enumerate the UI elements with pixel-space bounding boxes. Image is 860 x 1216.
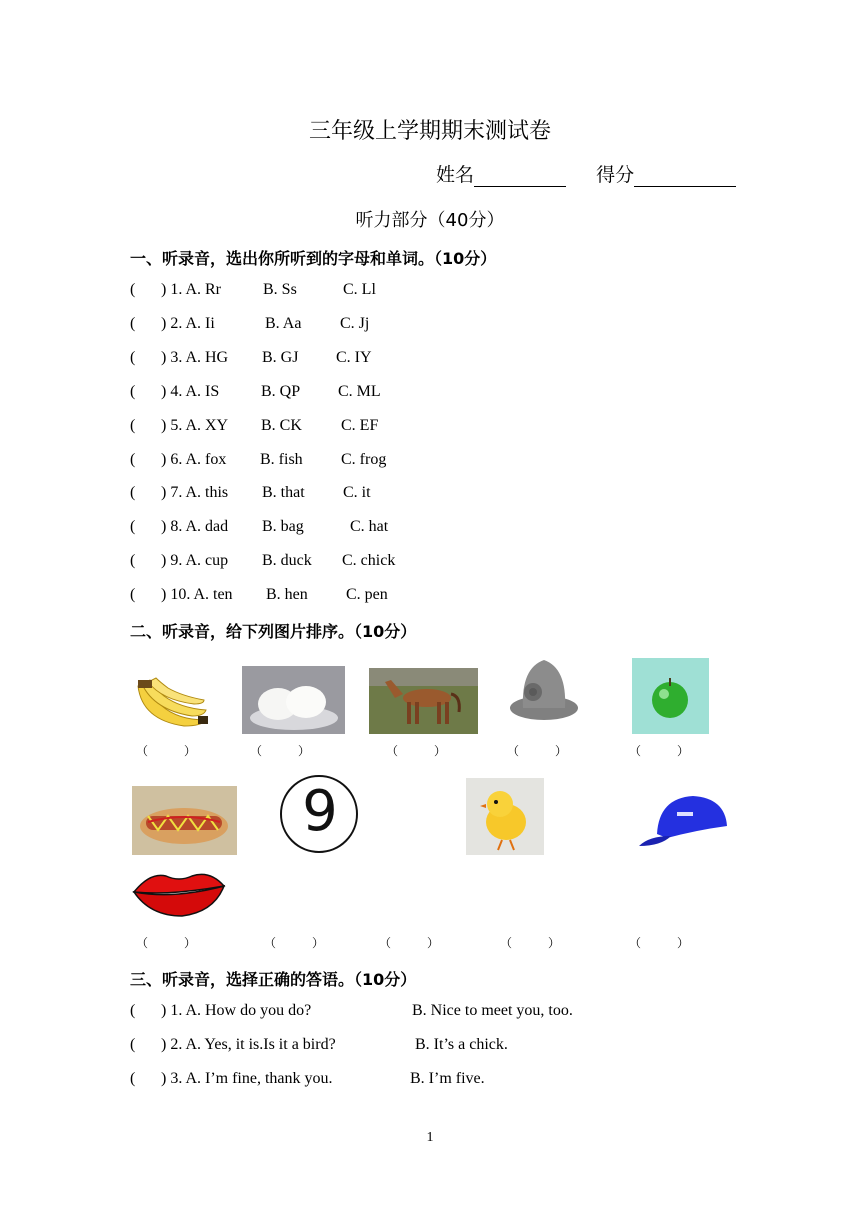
- score-label: 得分: [596, 164, 635, 186]
- option-b: B. Nice to meet you, too.: [412, 1002, 573, 1019]
- horse-picture: [369, 668, 478, 734]
- option-c: C. it: [343, 484, 371, 502]
- banana-picture: [132, 676, 210, 734]
- section3-heading: 三、听录音，选择正确的答语。（10分）: [130, 970, 417, 989]
- blank-4[interactable]: （ ）: [507, 744, 568, 758]
- option-b: B. GJ: [262, 348, 299, 366]
- chick-picture: [466, 778, 544, 855]
- option-a: ) 3. A. I’m fine, thank you.: [161, 1070, 333, 1087]
- option-c: C. Ll: [343, 281, 376, 298]
- option-a: ) 4. A. IS: [161, 382, 220, 400]
- blank-8[interactable]: （ ）: [379, 936, 440, 950]
- lips-picture: [132, 866, 226, 920]
- answer-paren[interactable]: (: [130, 552, 136, 570]
- cap-picture: [637, 790, 730, 852]
- option-b: B. QP: [261, 382, 301, 400]
- option-a: ) 6. A. fox: [161, 450, 227, 468]
- section2-heading: 二、听录音，给下列图片排序。（10分）: [130, 622, 417, 641]
- option-b: B. CK: [261, 416, 302, 434]
- option-b: B. fish: [260, 450, 303, 468]
- option-b: B. Ss: [263, 281, 297, 298]
- option-a: ) 7. A. this: [161, 484, 229, 502]
- option-c: C. pen: [346, 586, 388, 604]
- option-c: C. ML: [338, 382, 381, 400]
- option-b: B. I’m five.: [410, 1070, 485, 1087]
- buns-picture: [242, 666, 345, 734]
- page-number: 1: [426, 1130, 434, 1145]
- number-nine-picture: [278, 774, 362, 856]
- option-a: ) 5. A. XY: [161, 416, 229, 434]
- part-title: 听力部分（40分）: [355, 210, 505, 231]
- option-c: C. IY: [336, 348, 372, 366]
- answer-paren[interactable]: (: [130, 1002, 136, 1019]
- option-a: ) 2. A. Yes, it is.Is it a bird?: [161, 1036, 336, 1053]
- answer-paren[interactable]: (: [130, 314, 136, 332]
- answer-paren[interactable]: (: [130, 484, 136, 502]
- option-a: ) 10. A. ten: [161, 586, 233, 604]
- option-b: B. that: [262, 484, 305, 502]
- nine-digit: 9: [302, 779, 338, 844]
- blank-10[interactable]: （ ）: [629, 936, 690, 950]
- option-c: C. hat: [350, 518, 389, 536]
- answer-paren[interactable]: (: [130, 1070, 136, 1087]
- answer-paren[interactable]: (: [130, 518, 136, 536]
- option-a: ) 2. A. Ii: [161, 314, 215, 332]
- option-b: B. hen: [266, 586, 308, 604]
- answer-paren[interactable]: (: [130, 281, 136, 298]
- answer-paren[interactable]: (: [130, 416, 136, 434]
- score-blank[interactable]: [634, 166, 736, 187]
- option-c: C. frog: [341, 450, 387, 468]
- option-a: ) 9. A. cup: [161, 552, 229, 570]
- option-a: ) 1. A. How do you do?: [161, 1002, 312, 1019]
- blank-3[interactable]: （ ）: [386, 744, 447, 758]
- page-title: 三年级上学期期末测试卷: [308, 119, 551, 144]
- name-label: 姓名: [436, 164, 475, 186]
- option-c: C. chick: [342, 552, 396, 570]
- answer-paren[interactable]: (: [130, 450, 136, 468]
- option-b: B. duck: [262, 552, 312, 570]
- blank-6[interactable]: （ ）: [136, 936, 197, 950]
- blank-9[interactable]: （ ）: [500, 936, 561, 950]
- name-blank[interactable]: [474, 166, 566, 187]
- blank-5[interactable]: （ ）: [629, 744, 690, 758]
- answer-paren[interactable]: (: [130, 382, 136, 400]
- hat-picture: [507, 654, 581, 726]
- section1-heading: 一、听录音，选出你所听到的字母和单词。（10分）: [130, 249, 497, 268]
- apple-picture: [632, 658, 709, 734]
- blank-1[interactable]: （ ）: [136, 744, 197, 758]
- option-b: B. bag: [262, 518, 304, 536]
- option-a: ) 1. A. Rr: [161, 281, 221, 298]
- option-b: B. Aa: [265, 314, 302, 332]
- option-a: ) 3. A. HG: [161, 348, 229, 366]
- hotdog-picture: [132, 786, 237, 855]
- blank-2[interactable]: （ ）: [250, 744, 311, 758]
- answer-paren[interactable]: (: [130, 1036, 136, 1053]
- name-score-bar: [436, 160, 736, 187]
- option-c: C. EF: [341, 416, 379, 434]
- option-a: ) 8. A. dad: [161, 518, 229, 536]
- answer-paren[interactable]: (: [130, 348, 136, 366]
- blank-7[interactable]: （ ）: [264, 936, 325, 950]
- option-c: C. Jj: [340, 314, 370, 332]
- answer-paren[interactable]: (: [130, 586, 136, 604]
- option-b: B. It’s a chick.: [415, 1036, 508, 1053]
